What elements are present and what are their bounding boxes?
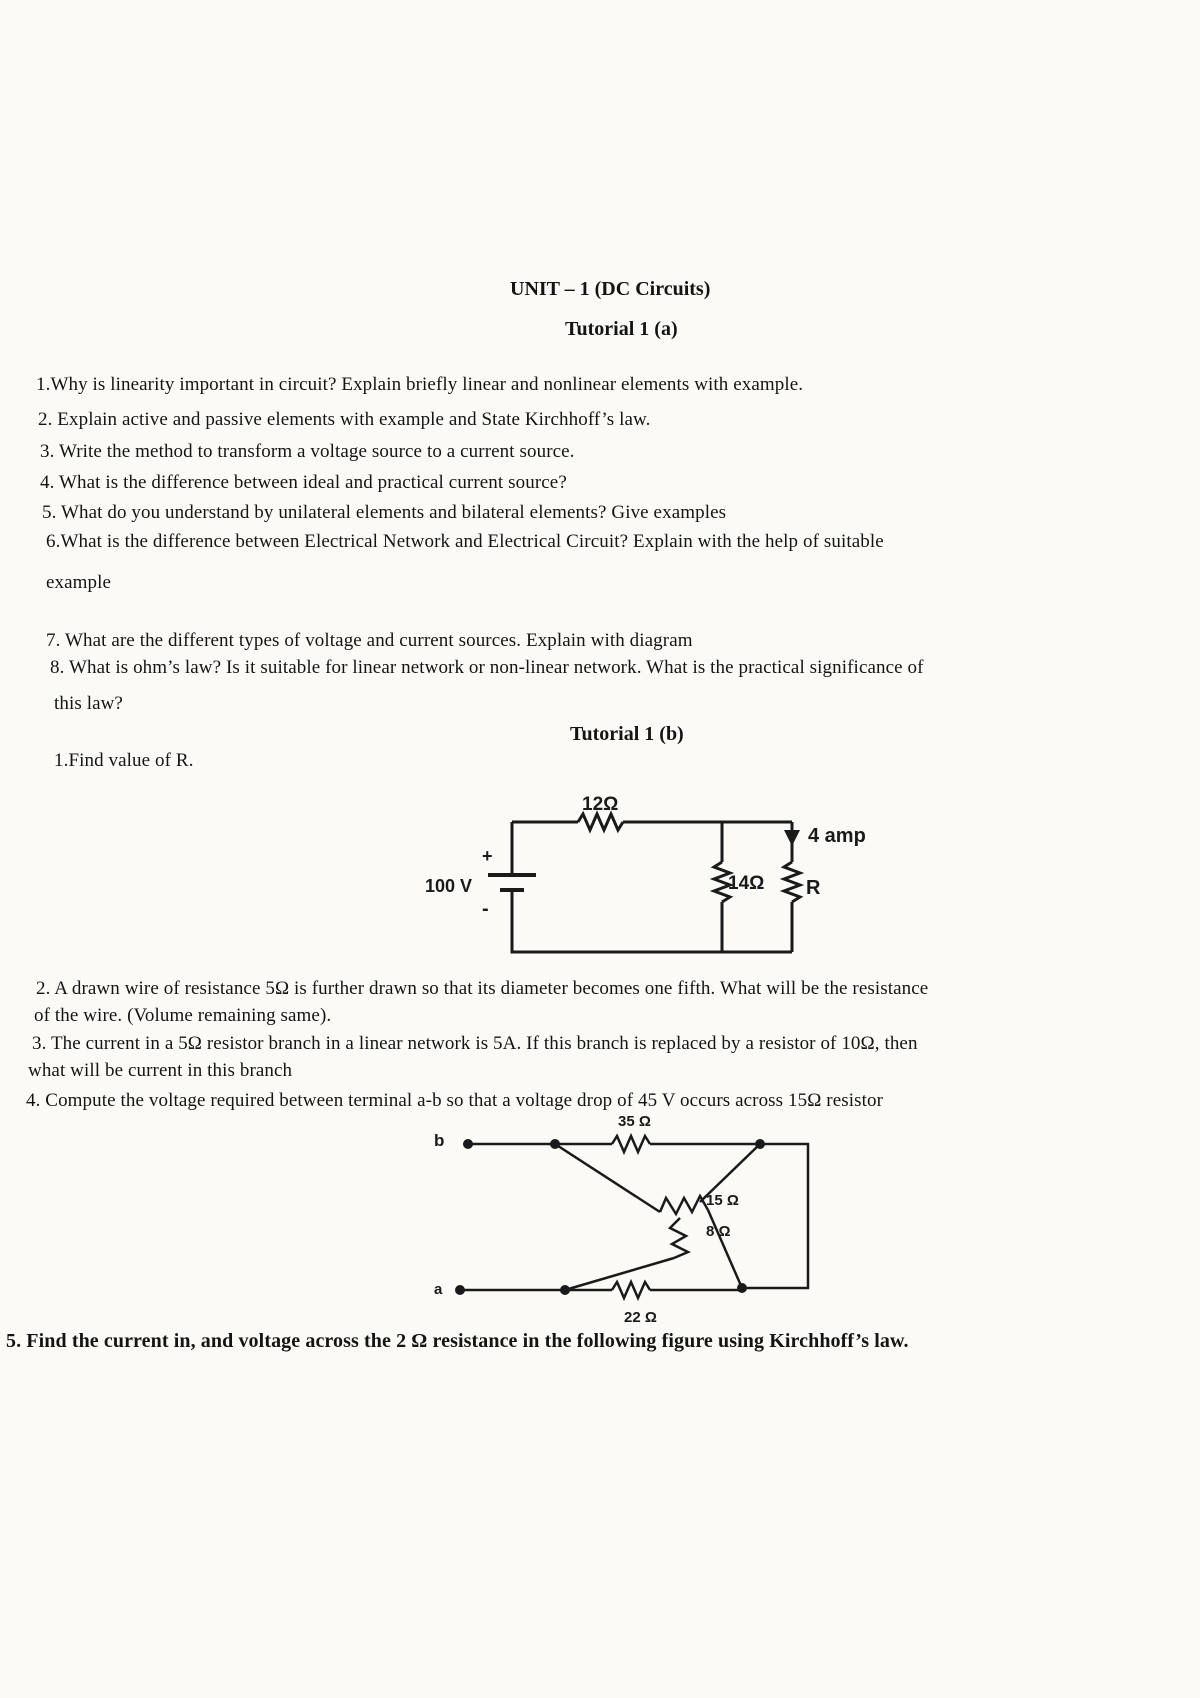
tutorial-a-title: Tutorial 1 (a) bbox=[565, 318, 678, 340]
terminal-a-label: a bbox=[434, 1281, 443, 1298]
question-1: 1.Why is linearity important in circuit? Explain briefly linear and nonlinear elements with example. bbox=[36, 374, 804, 395]
plus-sign: + bbox=[482, 846, 493, 866]
question-2: 2. Explain active and passive elements with example and State Kirchhoff’s law. bbox=[38, 409, 651, 430]
resistor-22-label: 22 Ω bbox=[624, 1309, 657, 1326]
question-7: 7. What are the different types of voltage and current sources. Explain with diagram bbox=[46, 630, 693, 651]
resistor-r-label: R bbox=[806, 877, 821, 899]
question-6-continued: example bbox=[46, 572, 112, 593]
terminal-b-label: b bbox=[434, 1131, 445, 1150]
unit-title: UNIT – 1 (DC Circuits) bbox=[510, 278, 711, 300]
tutorial-b-title: Tutorial 1 (b) bbox=[570, 723, 684, 745]
question-5: 5. What do you understand by unilateral elements and bilateral elements? Give examples bbox=[42, 502, 727, 523]
problem-3-line1: 3. The current in a 5Ω resistor branch in a linear network is 5A. If this branch is replaced by a resistor of 10Ω, then bbox=[32, 1033, 918, 1054]
resistor-35-label: 35 Ω bbox=[618, 1113, 651, 1130]
problem-1: 1.Find value of R. bbox=[54, 750, 194, 771]
resistor-12-label: 12Ω bbox=[582, 794, 619, 815]
question-8: 8. What is ohm’s law? Is it suitable for linear network or non-linear network. What is the practical significance of bbox=[50, 657, 924, 678]
current-label: 4 amp bbox=[808, 825, 866, 847]
resistor-14-label: 14Ω bbox=[728, 873, 765, 894]
problem-3-line2: what will be current in this branch bbox=[28, 1060, 293, 1081]
problem-2-line1: 2. A drawn wire of resistance 5Ω is further drawn so that its diameter becomes one fifth. What will be the resistance bbox=[36, 978, 929, 999]
question-3: 3. Write the method to transform a voltage source to a current source. bbox=[40, 441, 575, 462]
resistor-15-label: 15 Ω bbox=[706, 1192, 739, 1209]
minus-sign: - bbox=[482, 898, 489, 920]
voltage-source-label: 100 V bbox=[425, 876, 473, 896]
problem-4: 4. Compute the voltage required between terminal a-b so that a voltage drop of 45 V occurs across 15Ω resistor bbox=[26, 1090, 884, 1111]
question-8-continued: this law? bbox=[54, 693, 123, 714]
problem-2-line2: of the wire. (Volume remaining same). bbox=[34, 1005, 332, 1026]
question-6: 6.What is the difference between Electrical Network and Electrical Circuit? Explain with the help of suitable bbox=[46, 531, 884, 552]
resistor-8-label: 8 Ω bbox=[706, 1223, 731, 1240]
question-4: 4. What is the difference between ideal and practical current source? bbox=[40, 472, 567, 493]
problem-5: 5. Find the current in, and voltage across the 2 Ω resistance in the following figure using Kirchhoff’s law. bbox=[6, 1330, 909, 1352]
